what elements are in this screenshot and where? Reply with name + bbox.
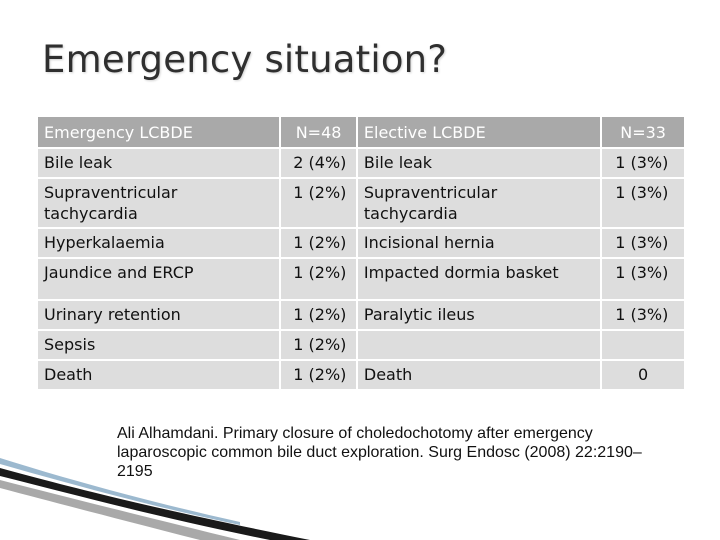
emergency-count: 1 (2%) [281, 331, 356, 359]
elective-count: 1 (3%) [602, 229, 684, 257]
elective-count: 0 [602, 361, 684, 389]
complications-table [36, 115, 686, 391]
elective-count: 1 (3%) [602, 149, 684, 177]
elective-count: 1 (3%) [602, 179, 684, 227]
elective-complication: Impacted dormia basket [358, 259, 600, 299]
emergency-count: 1 (2%) [281, 301, 356, 329]
table-row [38, 149, 684, 177]
elective-complication: Bile leak [358, 149, 600, 177]
elective-complication: Paralytic ileus [358, 301, 600, 329]
elective-complication: Supraventricular tachycardia [358, 179, 600, 227]
emergency-count: 1 (2%) [281, 179, 356, 227]
elective-count: 1 (3%) [602, 259, 684, 299]
emergency-complication: Bile leak [38, 149, 279, 177]
slide-title: Emergency situation? [42, 38, 448, 81]
emergency-count: 1 (2%) [281, 259, 356, 299]
emergency-complication: Jaundice and ERCP [38, 259, 279, 299]
elective-complication [358, 331, 600, 359]
table-row [38, 179, 684, 227]
emergency-complication: Urinary retention [38, 301, 279, 329]
elective-count: 1 (3%) [602, 301, 684, 329]
table-row [38, 301, 684, 329]
emergency-count: 2 (4%) [281, 149, 356, 177]
emergency-count: 1 (2%) [281, 229, 356, 257]
emergency-complication: Death [38, 361, 279, 389]
emergency-complication: Hyperkalaemia [38, 229, 279, 257]
emergency-complication: Sepsis [38, 331, 279, 359]
table-row [38, 331, 684, 359]
elective-count [602, 331, 684, 359]
table-header-row [38, 117, 684, 147]
elective-complication: Incisional hernia [358, 229, 600, 257]
header-elective-n: N=33 [602, 117, 684, 147]
header-elective-lcbde: Elective LCBDE [358, 117, 600, 147]
decorative-swoosh [0, 440, 320, 540]
elective-complication: Death [358, 361, 600, 389]
swoosh-grey-stroke [0, 480, 240, 540]
table-row [38, 259, 684, 299]
header-emergency-n: N=48 [281, 117, 356, 147]
header-emergency-lcbde: Emergency LCBDE [38, 117, 279, 147]
table-row [38, 361, 684, 389]
emergency-complication: Supraventricular tachycardia [38, 179, 279, 227]
emergency-count: 1 (2%) [281, 361, 356, 389]
citation-text: Ali Alhamdani. Primary closure of choledochotomy after emergency laparoscopic common bile duct exploration. Surg Endosc (2008) 22:2190–2195 [117, 425, 642, 480]
table-row [38, 229, 684, 257]
